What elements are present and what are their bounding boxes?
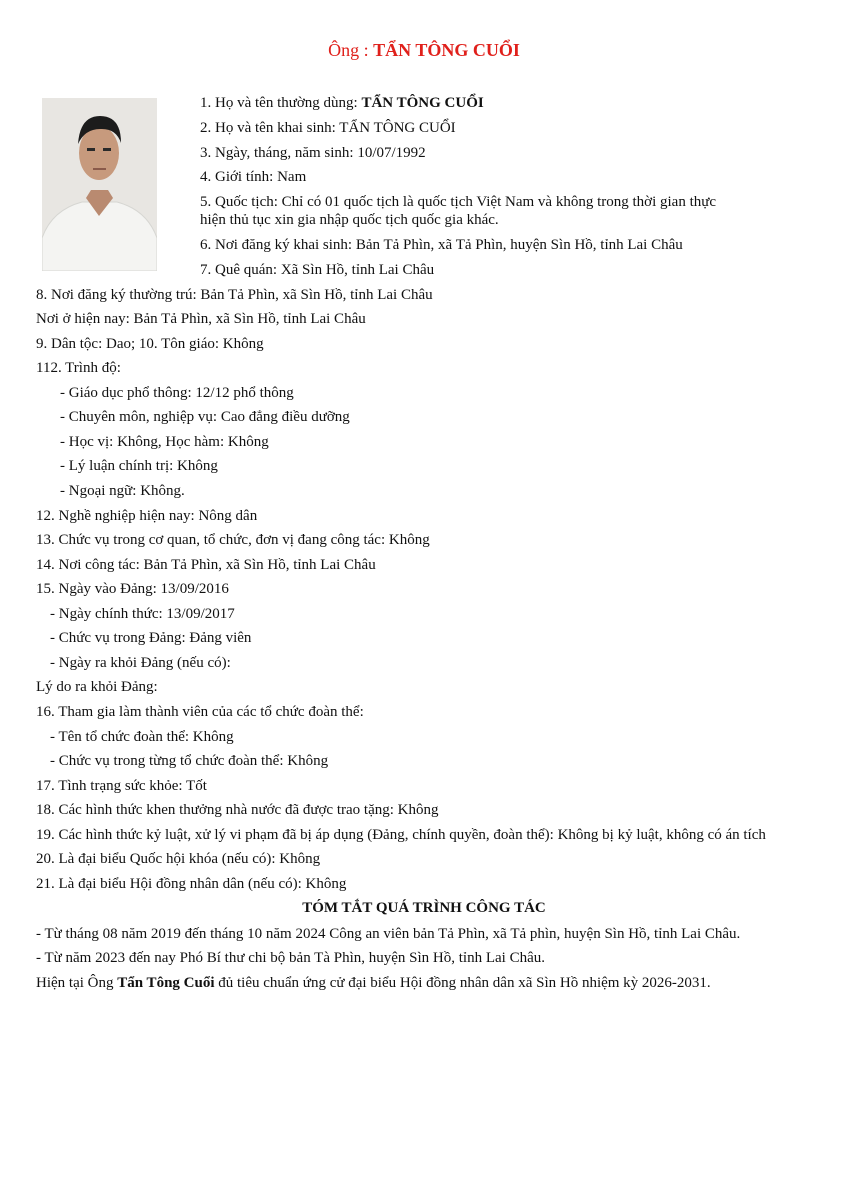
summary-line-3-post: đủ tiêu chuẩn ứng cử đại biểu Hội đồng nhân dân xã Sìn Hồ nhiệm kỳ 2026-2031. xyxy=(214,975,711,991)
info-line-15a: - Ngày chính thức: 13/09/2017 xyxy=(50,606,235,622)
info-line-15c: - Ngày ra khỏi Đảng (nếu có): xyxy=(50,655,231,671)
info-line-9: 9. Dân tộc: Dao; 10. Tôn giáo: Không xyxy=(36,336,264,352)
info-line-7: 7. Quê quán: Xã Sìn Hồ, tỉnh Lai Châu xyxy=(200,262,435,278)
summary-line-1: - Từ tháng 08 năm 2019 đến tháng 10 năm 2024 Công an viên bản Tả Phìn, xã Tả phìn, huyện Sìn Hồ, tỉnh Lai Châu. xyxy=(36,926,741,942)
info-line-4: 4. Giới tính: Nam xyxy=(200,169,307,185)
info-line-1-label: 1. Họ và tên thường dùng: xyxy=(200,95,362,111)
info-line-12: 12. Nghề nghiệp hiện nay: Nông dân xyxy=(36,508,258,524)
title-name: TẨN TÔNG CUỔI xyxy=(373,40,520,60)
info-line-11c: - Học vị: Không, Học hàm: Không xyxy=(60,434,269,450)
info-line-1 xyxy=(200,94,484,112)
info-line-2: 2. Họ và tên khai sinh: TẨN TÔNG CUỔI xyxy=(200,120,456,136)
info-line-1-value: TẨN TÔNG CUỔI xyxy=(361,95,484,111)
info-line-11e: - Ngoại ngữ: Không. xyxy=(60,483,185,499)
info-line-16: 16. Tham gia làm thành viên của các tổ chức đoàn thể: xyxy=(36,704,364,720)
info-line-6: 6. Nơi đăng ký khai sinh: Bản Tả Phìn, xã Tả Phìn, huyện Sìn Hồ, tỉnh Lai Châu xyxy=(200,237,683,253)
info-line-17: 17. Tình trạng sức khỏe: Tốt xyxy=(36,778,207,794)
summary-line-3 xyxy=(36,974,711,992)
info-line-5a: 5. Quốc tịch: Chỉ có 01 quốc tịch là quốc tịch Việt Nam và không trong thời gian thực xyxy=(200,194,717,210)
info-line-15b: - Chức vụ trong Đảng: Đảng viên xyxy=(50,630,252,646)
info-line-13: 13. Chức vụ trong cơ quan, tổ chức, đơn vị đang công tác: Không xyxy=(36,532,430,548)
info-line-11d: - Lý luận chính trị: Không xyxy=(60,458,218,474)
info-line-11b: - Chuyên môn, nghiệp vụ: Cao đẳng điều dưỡng xyxy=(60,409,350,425)
info-line-5b: hiện thủ tục xin gia nhập quốc tịch quốc gia khác. xyxy=(200,212,499,228)
summary-line-3-name: Tẩn Tông Cuổi xyxy=(117,975,215,991)
info-line-20: 20. Là đại biểu Quốc hội khóa (nếu có): Không xyxy=(36,851,321,867)
info-line-8b: Nơi ở hiện nay: Bản Tả Phìn, xã Sìn Hồ, tỉnh Lai Châu xyxy=(36,311,366,327)
info-line-16a: - Tên tổ chức đoàn thể: Không xyxy=(50,729,234,745)
portrait-icon xyxy=(42,98,157,271)
info-line-11: 112. Trình độ: xyxy=(36,360,121,376)
info-line-15d: Lý do ra khỏi Đảng: xyxy=(36,679,158,695)
info-line-19: 19. Các hình thức kỷ luật, xử lý vi phạm đã bị áp dụng (Đảng, chính quyền, đoàn thể): Không bị kỷ luật, không có án tích xyxy=(36,827,766,843)
summary-heading: TÓM TẮT QUÁ TRÌNH CÔNG TÁC xyxy=(302,900,546,916)
info-line-3: 3. Ngày, tháng, năm sinh: 10/07/1992 xyxy=(200,145,426,161)
info-line-16b: - Chức vụ trong từng tổ chức đoàn thể: Không xyxy=(50,753,329,769)
title-prefix: Ông : xyxy=(328,40,374,60)
info-line-11a: - Giáo dục phổ thông: 12/12 phổ thông xyxy=(60,385,294,401)
info-line-21: 21. Là đại biểu Hội đồng nhân dân (nếu có): Không xyxy=(36,876,347,892)
summary-line-2: - Từ năm 2023 đến nay Phó Bí thư chi bộ bản Tà Phìn, huyện Sìn Hồ, tỉnh Lai Châu. xyxy=(36,950,545,966)
page-title xyxy=(0,40,848,61)
summary-line-3-pre: Hiện tại Ông xyxy=(36,975,118,991)
info-line-14: 14. Nơi công tác: Bản Tả Phìn, xã Sìn Hồ, tỉnh Lai Châu xyxy=(36,557,376,573)
portrait-photo xyxy=(42,98,157,271)
info-line-8: 8. Nơi đăng ký thường trú: Bản Tả Phìn, xã Sìn Hồ, tỉnh Lai Châu xyxy=(36,287,433,303)
info-line-18: 18. Các hình thức khen thưởng nhà nước đã được trao tặng: Không xyxy=(36,802,439,818)
info-line-15: 15. Ngày vào Đảng: 13/09/2016 xyxy=(36,581,229,597)
